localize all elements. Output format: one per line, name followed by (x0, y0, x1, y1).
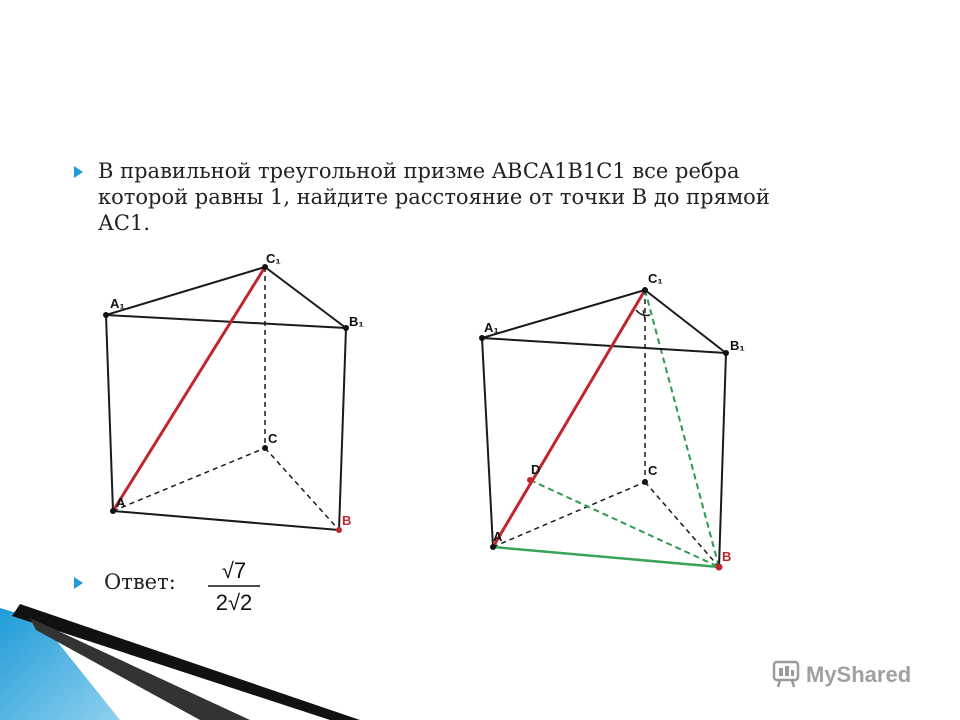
prism-figure-left (80, 250, 380, 550)
label-c: C (648, 463, 658, 478)
answer-formula (205, 548, 263, 618)
label-c: C (268, 431, 278, 446)
answer-label: Ответ: (104, 570, 176, 594)
edge-bc (265, 448, 339, 530)
label-d: D (531, 462, 541, 477)
label-a: A (493, 529, 503, 544)
label-a1: A₁ (110, 296, 125, 311)
label-a: A (116, 495, 126, 510)
edge-aa1 (106, 315, 113, 511)
point-c (642, 479, 648, 485)
watermark-logo (770, 656, 930, 692)
formula-denominator: 2√2 (215, 590, 253, 615)
label-b1: B₁ (349, 314, 364, 329)
edge-bb1 (339, 328, 346, 530)
problem-statement: В правильной треугольной призме ABCA1B1C1 все ребра которой равны 1, найдите расстояние от точки В до прямой АС1. (98, 159, 770, 235)
segment-ac1 (113, 267, 265, 511)
edge-bb1 (719, 353, 726, 567)
bullet-arrow-icon (74, 577, 83, 589)
label-b: B (342, 513, 352, 528)
watermark-text: MyShared (806, 662, 912, 687)
formula-numerator: √7 (221, 558, 247, 583)
point-d (527, 477, 533, 483)
point-a (490, 544, 496, 550)
label-c1: C₁ (266, 251, 281, 266)
point-a1 (479, 335, 485, 341)
label-b1: B₁ (730, 338, 745, 353)
point-c1 (642, 287, 648, 293)
point-b (716, 564, 723, 571)
myshared-logo (770, 656, 930, 692)
point-a1 (103, 312, 109, 318)
edge-ac (493, 482, 645, 547)
decorative-ribbon (0, 590, 400, 720)
edge-a1b1 (482, 338, 726, 353)
edge-ac (113, 448, 265, 511)
edge-ab (113, 511, 339, 530)
label-b: B (722, 549, 732, 564)
bullet-arrow-icon (74, 166, 83, 178)
edge-c1b1 (645, 290, 726, 353)
prism-figure-right (460, 265, 780, 585)
edge-aa1 (482, 338, 493, 547)
label-a1: A₁ (484, 320, 499, 335)
label-c1: C₁ (648, 271, 663, 286)
edge-a1b1 (106, 315, 346, 328)
segment-ab (493, 547, 719, 567)
point-b1 (723, 350, 729, 356)
edge-c1b1 (265, 267, 346, 328)
